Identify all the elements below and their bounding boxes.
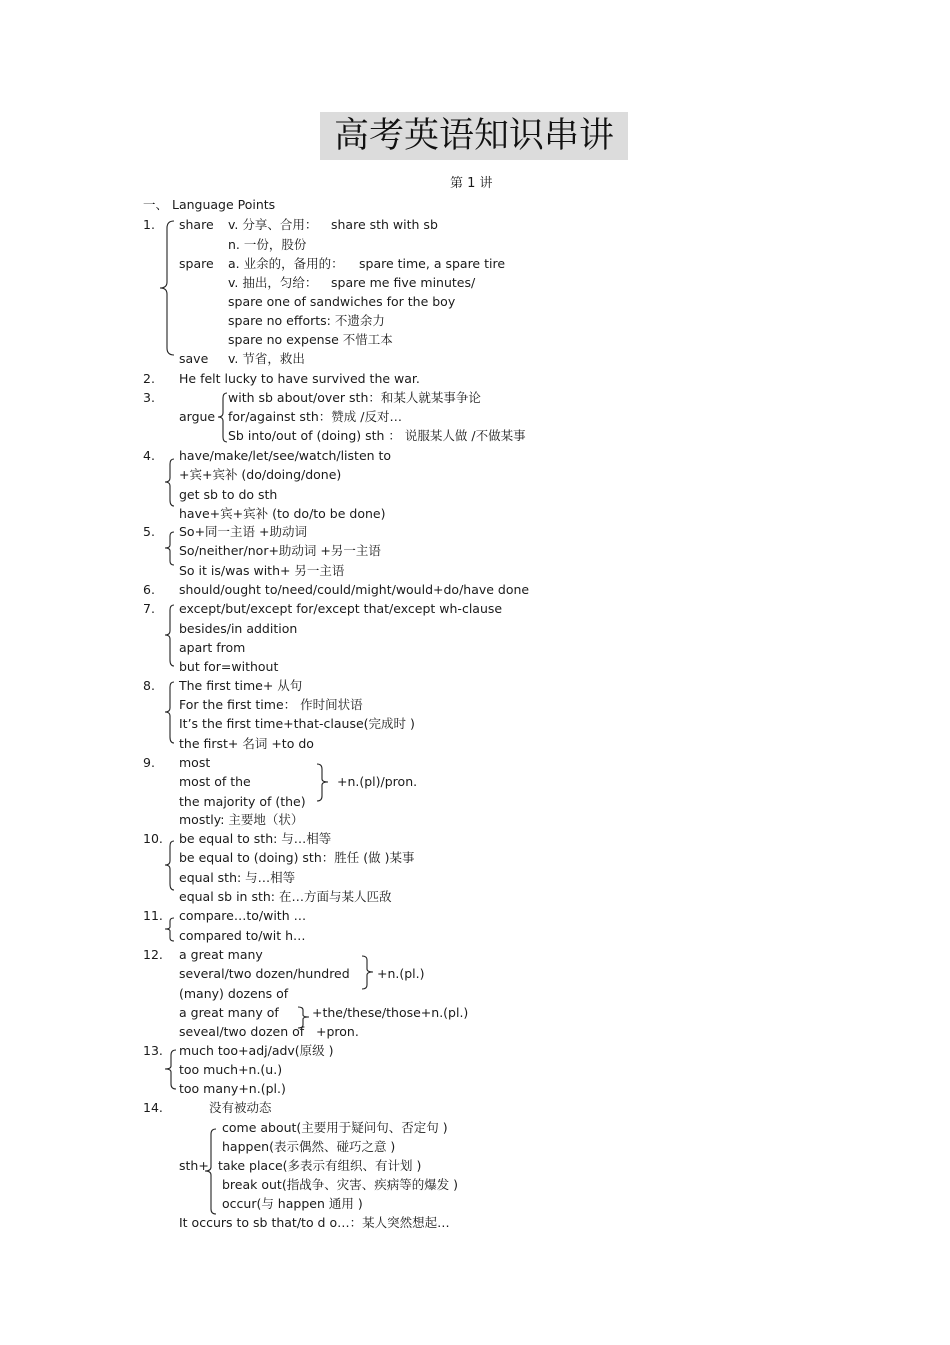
item-4-line-a: have/make/let/see/watch/listen to: [179, 448, 392, 463]
share-example: share sth with sb: [331, 217, 438, 232]
item-10-line-d: equal sb in sth: 在…方面与某人匹敌: [179, 889, 392, 904]
item-10-line-b: be equal to (doing) sth：胜任 (做 )某事: [179, 850, 415, 865]
item-6-line: should/ought to/need/could/might/would+do/have done: [179, 582, 530, 597]
item-9-right: +n.(pl)/pron.: [337, 774, 418, 789]
section-heading: 一、 Language Points: [143, 197, 276, 212]
item-10-line-c: equal sth: 与…相等: [179, 870, 296, 885]
brace-item-4: [163, 458, 176, 508]
spare-verb-example: spare me five minutes/: [331, 275, 476, 290]
right-brace-item-12a: [361, 955, 375, 991]
lecture-number: 第 1 讲: [450, 176, 493, 191]
item-number-3: 3.: [143, 390, 155, 405]
spare-line-5: spare no expense 不惜工本: [228, 332, 393, 347]
item-8-line-c: It’s the first time+that-clause(完成时 ): [179, 716, 415, 731]
word-argue: argue: [179, 409, 216, 424]
item-9-line-c: the majority of (the): [179, 794, 306, 809]
item-number-11: 11.: [143, 908, 163, 923]
item-12-right-2: +the/these/those+n.(pl.): [312, 1005, 469, 1020]
item-4-line-c: get sb to do sth: [179, 487, 278, 502]
item-14-heading: 没有被动态: [209, 1100, 272, 1115]
item-number-14: 14.: [143, 1100, 163, 1115]
item-14-line-a: come about(主要用于疑问句、否定句 ): [222, 1120, 448, 1135]
item-4-line-d: have+宾+宾补 (to do/to be done): [179, 506, 386, 521]
item-8-line-b: For the first time： 作时间状语: [179, 697, 363, 712]
item-11-line-b: compared to/wit h…: [179, 928, 306, 943]
item-12-line-e: seveal/two dozen of: [179, 1024, 305, 1039]
spare-line-3: spare one of sandwiches for the boy: [228, 294, 456, 309]
item-10-line-a: be equal to sth: 与…相等: [179, 831, 332, 846]
item-14-line-c: take place(多表示有组织、有计划 ): [218, 1158, 422, 1173]
item-number-12: 12.: [143, 947, 163, 962]
brace-item-14: [204, 1128, 218, 1216]
item-7-line-b: besides/in addition: [179, 621, 298, 636]
item-14-line-e: occur(与 happen 通用 ): [222, 1196, 363, 1211]
brace-item-13: [164, 1049, 178, 1091]
brace-item-8: [163, 681, 176, 745]
item-13-line-b: too much+n.(u.): [179, 1062, 283, 1077]
spare-verb: v. 抽出，匀给：: [228, 275, 318, 290]
item-5-line-b: So/neither/nor+助动词 +另一主语: [179, 543, 381, 558]
item-number-13: 13.: [143, 1043, 163, 1058]
item-9-line-b: most of the: [179, 774, 251, 789]
spare-adj-example: spare time, a spare tire: [359, 256, 506, 271]
item-9-line-a: most: [179, 755, 211, 770]
item-12-line-b: several/two dozen/hundred: [179, 966, 350, 981]
item-number-2: 2.: [143, 371, 155, 386]
item-13-line-a: much too+adj/adv(原级 ): [179, 1043, 334, 1058]
item-2-line: He felt lucky to have survived the war.: [179, 371, 420, 386]
item-12-right-3: +pron.: [316, 1024, 359, 1039]
item-5-line-a: So+同一主语 +助动词: [179, 524, 308, 539]
item-14-line-f: It occurs to sb that/to d o…：某人突然想起…: [179, 1215, 450, 1230]
item-9-line-d: mostly: 主要地（状）: [179, 812, 304, 827]
item-7-line-a: except/but/except for/except that/except wh-clause: [179, 601, 503, 616]
word-sth: sth+: [179, 1158, 209, 1173]
item-12-right-1: +n.(pl.): [377, 966, 425, 981]
item-number-7: 7.: [143, 601, 155, 616]
item-number-5: 5.: [143, 524, 155, 539]
item-12-line-a: a great many: [179, 947, 263, 962]
item-number-6: 6.: [143, 582, 155, 597]
document-title: 高考英语知识串讲: [333, 116, 614, 156]
share-noun: n. 一份，股份: [228, 237, 307, 252]
share-verb: v. 分享、合用：: [228, 217, 318, 232]
word-spare: spare: [179, 256, 214, 271]
item-14-line-d: break out(指战争、灾害、疾病等的爆发 ): [222, 1177, 459, 1192]
item-number-4: 4.: [143, 448, 155, 463]
item-8-line-a: The first time+ 从句: [179, 678, 303, 693]
item-5-line-c: So it is/was with+ 另一主语: [179, 563, 345, 578]
brace-item-7: [163, 604, 176, 668]
word-save: save: [179, 351, 209, 366]
spare-adj: a. 业余的，备用的：: [228, 256, 344, 271]
item-number-9: 9.: [143, 755, 155, 770]
brace-item-11: [164, 917, 176, 943]
item-12-line-d: a great many of: [179, 1005, 279, 1020]
brace-item-10: [163, 840, 176, 892]
item-11-line-a: compare…to/with …: [179, 908, 307, 923]
save-verb: v. 节省，救出: [228, 351, 305, 366]
item-4-line-b: +宾+宾补 (do/doing/done): [179, 467, 342, 482]
item-7-line-c: apart from: [179, 640, 246, 655]
argue-line-1: with sb about/over sth：和某人就某事争论: [228, 390, 481, 405]
brace-item-1: [158, 220, 176, 356]
argue-line-2: for/against sth：赞成 /反对…: [228, 409, 402, 424]
item-8-line-d: the first+ 名词 +to do: [179, 736, 314, 751]
item-14-line-b: happen(表示偶然、碰巧之意 ): [222, 1139, 396, 1154]
word-share: share: [179, 217, 214, 232]
item-number-1: 1.: [143, 217, 155, 232]
item-7-line-d: but for=without: [179, 659, 279, 674]
argue-line-3: Sb into/out of (doing) sth ： 说服某人做 /不做某事: [228, 428, 526, 443]
brace-item-5: [163, 531, 176, 567]
item-12-line-c: (many) dozens of: [179, 986, 289, 1001]
right-brace-item-9: [316, 763, 330, 803]
spare-line-4: spare no efforts: 不遗余力: [228, 313, 385, 328]
item-13-line-c: too many+n.(pl.): [179, 1081, 286, 1096]
item-number-10: 10.: [143, 831, 163, 846]
item-number-8: 8.: [143, 678, 155, 693]
